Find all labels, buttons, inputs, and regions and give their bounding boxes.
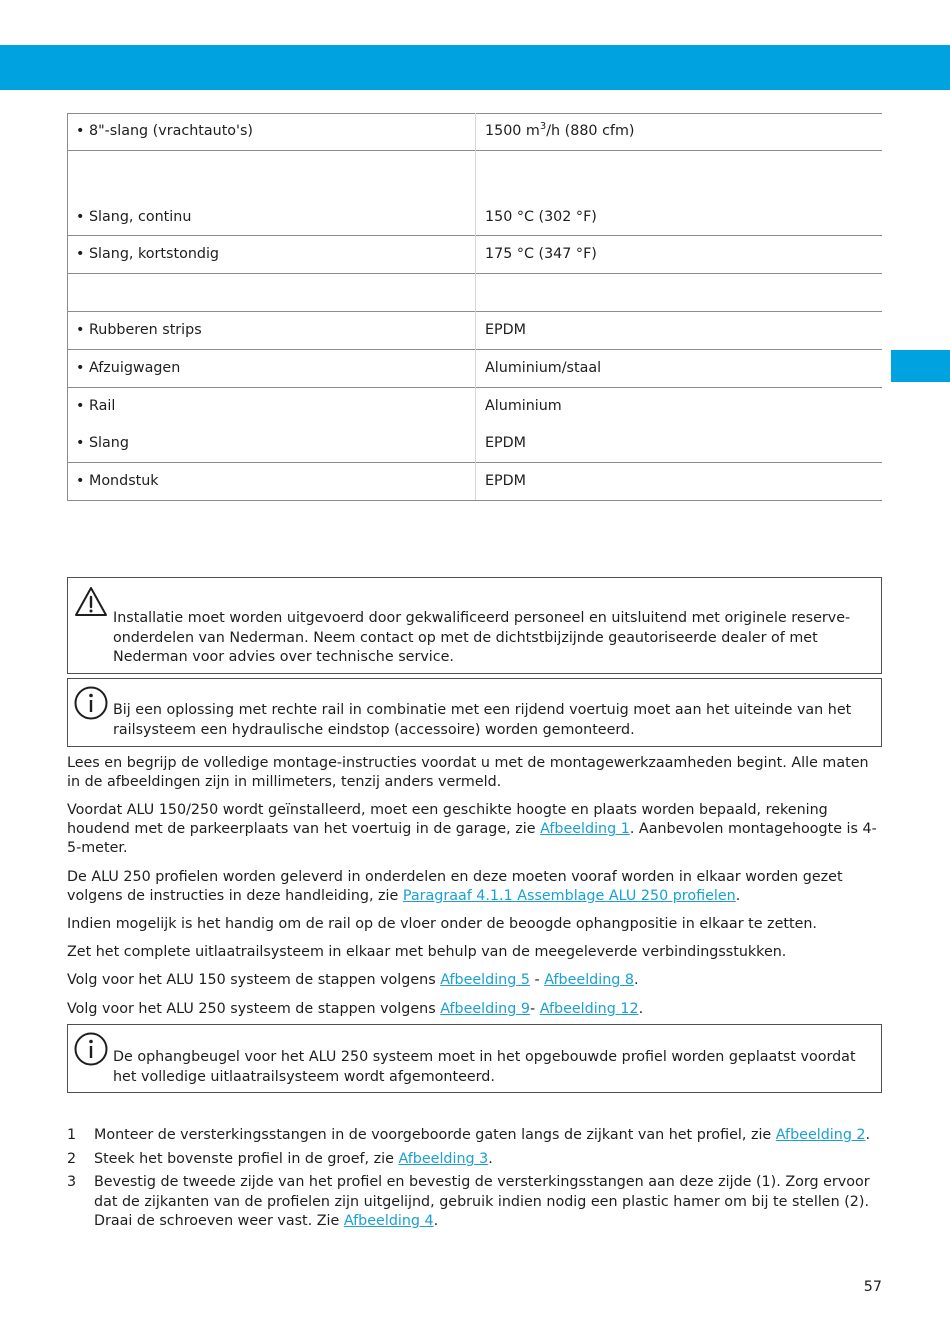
figure-link[interactable]: Afbeelding 9 <box>440 1001 530 1017</box>
figure-link[interactable]: Afbeelding 1 <box>540 821 630 838</box>
figure-link[interactable]: Afbeelding 12 <box>539 1001 639 1017</box>
step-text-part: . <box>488 1151 493 1167</box>
paragraph-text: Volg voor het ALU 150 systeem de stappen volgens <box>67 972 441 988</box>
table-row <box>68 463 883 501</box>
info-text: De ophangbeugel voor het ALU 250 systeem moet in het opgebouwde profiel worden geplaatst voordat het volledige uitlaatrailsysteem wordt afgemonteerd. <box>113 1049 856 1085</box>
table-row <box>68 425 883 463</box>
table-cell-value: EPDM <box>485 435 526 451</box>
paragraph-text: . <box>735 888 741 905</box>
figure-link[interactable]: Afbeelding 5 <box>440 972 530 988</box>
paragraph <box>67 868 882 906</box>
info-icon <box>74 686 108 720</box>
figure-link[interactable]: Afbeelding 8 <box>544 972 634 988</box>
table-cell-value <box>476 274 883 312</box>
table-cell-label: • Rail <box>68 388 476 426</box>
step-text-part: Monteer de versterkingsstangen in de voorgeboorde gaten langs de zijkant van het profiel, zie <box>94 1127 776 1143</box>
table-cell-value: Aluminium/staal <box>476 350 883 388</box>
paragraph-text: - <box>529 1001 540 1017</box>
warning-text: Installatie moet worden uitgevoerd door gekwalificeerd personeel en uitsluitend met originele reserve-onderdelen van Nederman. Neem contact op met de dichtstbijzijnde geautoriseerde dealer of met Nederman voor advies over technische service. <box>113 610 851 665</box>
table-cell-label <box>68 274 476 312</box>
value-superscript: 3 <box>539 121 547 132</box>
paragraph <box>67 801 882 859</box>
info-text: Bij een oplossing met rechte rail in combinatie met een rijdend voertuig moet aan het uiteinde van het railsysteem een hydraulische eindstop (accessoire) worden gemonteerd. <box>113 702 852 738</box>
table-cell-value: EPDM <box>476 463 883 501</box>
step-text <box>94 1126 882 1146</box>
figure-link[interactable]: Afbeelding 4 <box>343 1213 434 1229</box>
specifications-table <box>67 113 882 501</box>
step-text-part: Steek het bovenste profiel in de groef, zie <box>94 1151 399 1167</box>
table-cell-label: • Rubberen strips <box>68 312 476 350</box>
table-row <box>68 388 883 426</box>
paragraph <box>67 1000 882 1019</box>
step-text <box>94 1150 882 1170</box>
paragraph-text: . <box>638 1001 644 1017</box>
step-number: 1 <box>67 1127 77 1143</box>
table-cell-label: • Slang <box>68 425 476 463</box>
table-cell-label: • Slang, continu <box>68 151 476 236</box>
figure-link[interactable]: Afbeelding 2 <box>775 1127 866 1143</box>
step-text-part: . <box>433 1213 439 1229</box>
table-cell-label: • Mondstuk <box>68 463 476 501</box>
paragraph-text: . <box>634 972 639 988</box>
figure-link[interactable]: Afbeelding 3 <box>398 1151 489 1167</box>
paragraph-text: Voordat ALU 150/250 wordt geïnstalleerd, moet een geschikte hoogte en plaats worden bepaald, rekening houdend met de parkeerplaats van het voertuig in de garage, zie <box>67 802 828 838</box>
step-number: 2 <box>67 1151 77 1167</box>
table-cell-value: 150 °C (302 °F) <box>476 151 883 236</box>
step-number: 3 <box>67 1174 77 1190</box>
table-row <box>68 236 883 274</box>
header-color-bar <box>0 45 950 90</box>
paragraph-text: - <box>529 972 545 988</box>
info-box <box>67 678 882 747</box>
info-box <box>67 1024 882 1093</box>
table-row <box>68 114 883 151</box>
paragraph-text: . Aanbevolen montagehoogte is 4-5-meter. <box>67 821 877 857</box>
paragraph: Indien mogelijk is het handig om de rail op de vloer onder de beoogde ophangpositie in elkaar te zetten. <box>67 916 817 932</box>
chapter-tab <box>891 350 950 382</box>
table-row <box>68 350 883 388</box>
value-number: 1500 m <box>485 123 540 139</box>
paragraph-text: Volg voor het ALU 250 systeem de stappen volgens <box>67 1001 441 1017</box>
info-icon <box>74 1032 108 1066</box>
table-cell-value: EPDM <box>476 312 883 350</box>
paragraph <box>67 971 882 990</box>
paragraph: Zet het complete uitlaatrailsysteem in elkaar met behulp van de meegeleverde verbindingsstukken. <box>67 944 787 960</box>
table-cell-value: 175 °C (347 °F) <box>476 236 883 274</box>
table-row <box>68 274 883 312</box>
section-link[interactable]: Paragraaf 4.1.1 Assemblage ALU 250 profielen <box>402 888 736 905</box>
step-text <box>94 1173 882 1232</box>
step-text-part: . <box>865 1127 871 1143</box>
table-cell-label: • 8"-slang (vrachtauto's) <box>68 114 476 151</box>
warning-box <box>67 577 882 674</box>
table-cell-value: Aluminium <box>476 388 883 426</box>
table-cell-label: • Afzuigwagen <box>68 350 476 388</box>
table-cell-label: • Slang, kortstondig <box>68 236 476 274</box>
table-cell-value <box>476 114 883 151</box>
table-row <box>68 312 883 350</box>
warning-triangle-icon <box>74 585 108 619</box>
paragraph-text: De ALU 250 profielen worden geleverd in onderdelen en deze moeten vooraf worden in elkaar worden gezet volgens de instructies in deze handleiding, zie <box>67 869 843 905</box>
value-unit: /h (880 cfm) <box>546 123 635 139</box>
page-number: 57 <box>863 1279 882 1295</box>
paragraph: Lees en begrijp de volledige montage-instructies voordat u met de montagewerkzaamheden begint. Alle maten in de afbeeldingen zijn in millimeters, tenzij anders vermeld. <box>67 755 869 791</box>
table-row <box>68 151 883 236</box>
step-text-part: Bevestig de tweede zijde van het profiel en bevestig de versterkingsstangen aan deze zijde (1). Zorg ervoor dat de zijkanten van de profielen zijn uitgelijnd, gebruik indien nodig een plastic hamer om bij te stellen (2). Draai de schroeven weer vast. Zie <box>94 1174 870 1229</box>
